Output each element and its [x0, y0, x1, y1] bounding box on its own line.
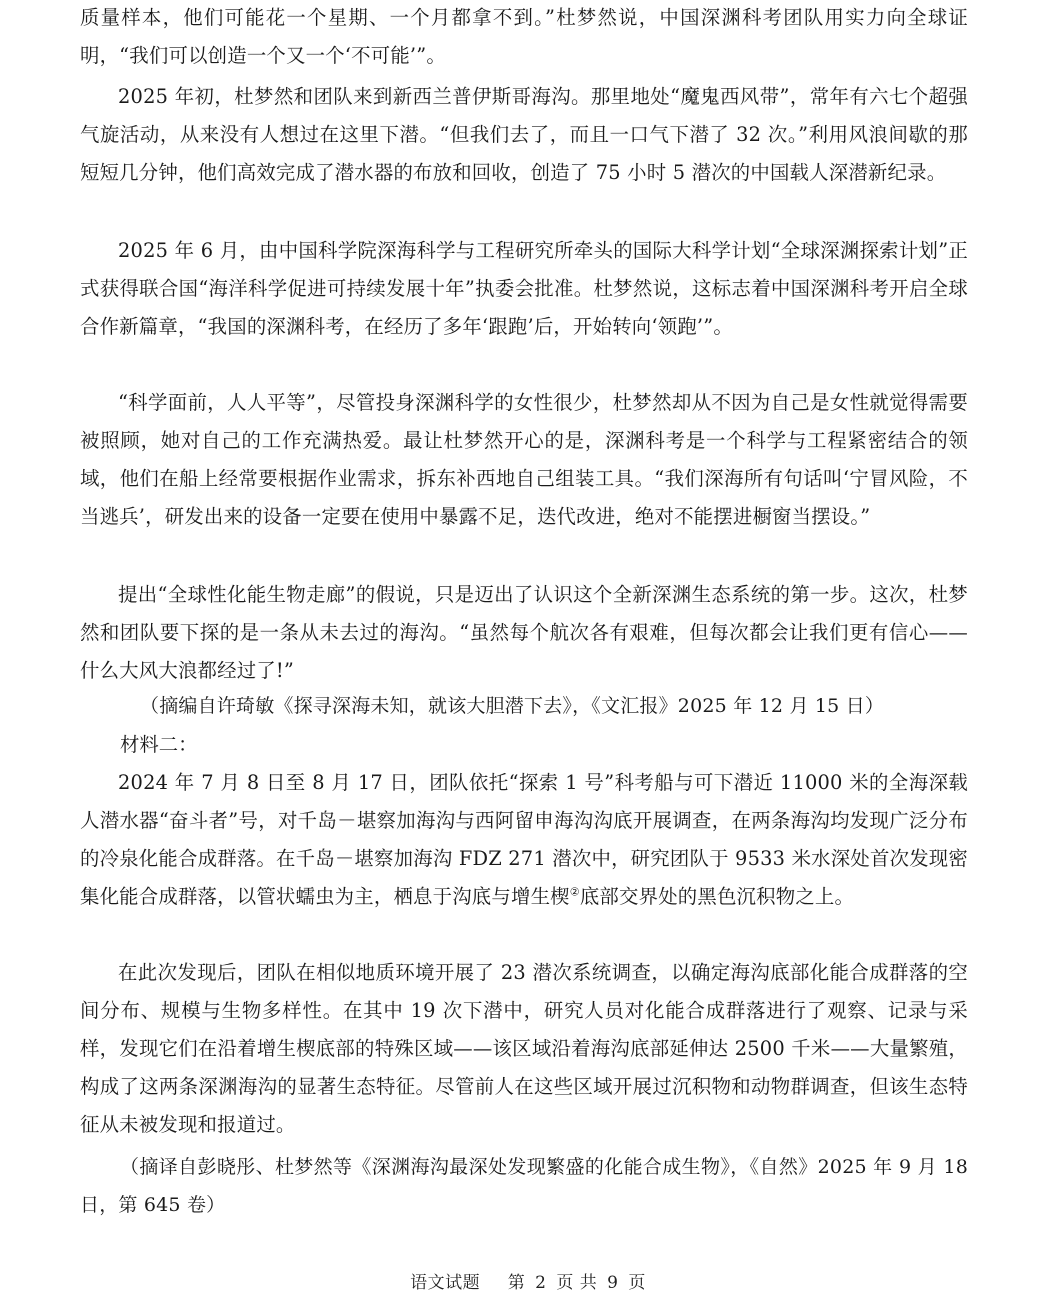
- footer-subject: 语文试题: [410, 1273, 481, 1293]
- paragraph-6-text-b: 底部交界处的黑色沉积物之上。: [579, 885, 855, 908]
- paragraph-6: [80, 764, 968, 916]
- material-2-label: 材料二：: [120, 733, 198, 756]
- paragraph-6-text-a: 2024 年 7 月 8 日至 8 月 17 日，团队依托“探索 1 号”科考船与可下潜近 11000 米的全海深载人潜水器“奋斗者”号，对千岛－堪察加海沟与西阿留申海沟沟底开展调查，在两条海沟均发现广泛分布的冷泉化能合成群落。在千岛－堪察加海沟 FDZ 271 潜次中，研究团队于 9533 米水深处首次发现密集化能合成群落，以管状蠕虫为主，栖息于沟底与增生楔: [80, 771, 968, 908]
- paragraph-4: “科学面前，人人平等”，尽管投身深渊科学的女性很少，杜梦然却从不因为自己是女性就觉得需要被照顾，她对自己的工作充满热爱。最让杜梦然开心的是，深渊科考是一个科学与工程紧密结合的领域，他们在船上经常要根据作业需求，拆东补西地自己组装工具。“我们深海所有句话叫‘宁冒风险，不当逃兵’，研发出来的设备一定要在使用中暴露不足，迭代改进，绝对不能摆进橱窗当摆设。”: [80, 391, 968, 528]
- document-page: [80, 0, 968, 1312]
- footer-page-current: 2: [535, 1273, 547, 1293]
- paragraph-7: 在此次发现后，团队在相似地质环境开展了 23 潜次系统调查，以确定海沟底部化能合成群落的空间分布、规模与生物多样性。在其中 19 次下潜中，研究人员对化能合成群落进行了观察、记录与采样，发现它们在沿着增生楔底部的特殊区域——该区域沿着海沟底部延伸达 2500 千米——大量繁殖，构成了这两条深渊海沟的显著生态特征。尽管前人在这些区域开展过沉积物和动物群调查，但该生态特征从未被发现和报道过。: [80, 961, 968, 1136]
- page-footer: [0, 1268, 1056, 1293]
- paragraph-5: 提出“全球性化能生物走廊”的假说，只是迈出了认识这个全新深渊生态系统的第一步。这次，杜梦然和团队要下探的是一条从未去过的海沟。“虽然每个航次各有艰难，但每次都会让我们更有信心——什么大风大浪都经过了!”: [80, 583, 968, 682]
- paragraph-3: 2025 年 6 月，由中国科学院深海科学与工程研究所牵头的国际大科学计划“全球深渊探索计划”正式获得联合国“海洋科学促进可持续发展十年”执委会批准。杜梦然说，这标志着中国深渊科考开启全球合作新篇章，“我国的深渊科考，在经历了多年‘跟跑’后，开始转向‘领跑’”。: [80, 239, 968, 338]
- footer-page-mid: 页 共: [556, 1273, 598, 1293]
- footer-page-total: 9: [607, 1273, 619, 1293]
- source-citation-2: （摘译自彭晓彤、杜梦然等《深渊海沟最深处发现繁盛的化能合成生物》，《自然》2025 年 9 月 18 日，第 645 卷）: [80, 1156, 968, 1216]
- paragraph-2: 2025 年初，杜梦然和团队来到新西兰普伊斯哥海沟。那里地处“魔鬼西风带”，常年有六七个超强气旋活动，从来没有人想过在这里下潜。“但我们去了，而且一口气下潜了 32 次。”利用风浪间歇的那短短几分钟，他们高效完成了潜水器的布放和回收，创造了 75 小时 5 潜次的中国载人深潜新纪录。: [80, 85, 968, 184]
- source-citation-1: （摘编自许琦敏《探寻深海未知，就该大胆潜下去》，《文汇报》2025 年 12 月 15 日）: [140, 695, 885, 717]
- footer-page-suffix: 页: [628, 1273, 646, 1293]
- footer-page-prefix: 第: [507, 1273, 526, 1293]
- footnote-marker: ②: [569, 885, 580, 899]
- paragraph-1: 质量样本，他们可能花一个星期、一个月都拿不到。”杜梦然说，中国深渊科考团队用实力向全球证明，“我们可以创造一个又一个‘不可能’”。: [80, 6, 968, 67]
